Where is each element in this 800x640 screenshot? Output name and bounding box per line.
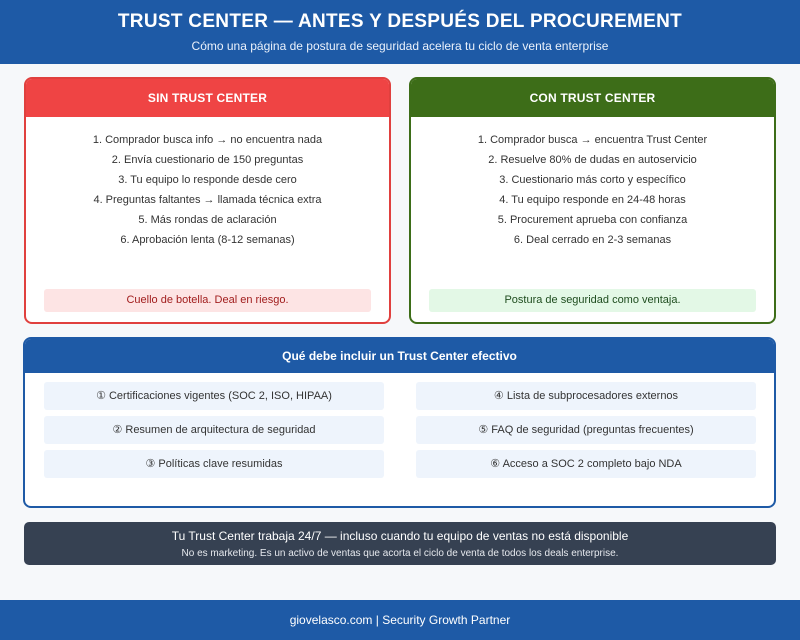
page-title: TRUST CENTER — ANTES Y DESPUÉS DEL PROCUREMENT [117, 11, 683, 32]
page-footer: giovelasco.com | Security Growth Partner [0, 600, 800, 640]
without-step: 4. Preguntas faltantes → llamada técnica extra [93, 194, 322, 206]
without-step: 1. Comprador busca info → no encuentra nada [92, 134, 323, 146]
with-trust-center-card [409, 77, 776, 324]
with-verdict: Postura de seguridad como ventaja. [429, 289, 756, 312]
without-step: 5. Más rondas de aclaración [138, 214, 277, 226]
trust-center-contents-panel [23, 337, 776, 508]
without-verdict: Cuello de botella. Deal en riesgo. [44, 289, 371, 312]
banner-title: Tu Trust Center trabaja 24/7 — incluso cuando tu equipo de ventas no está disponible [171, 529, 629, 543]
with-card-title: CON TRUST CENTER [411, 79, 774, 117]
with-step: 4. Tu equipo responde en 24-48 horas [499, 194, 686, 206]
with-step: 3. Cuestionario más corto y específico [499, 174, 686, 186]
banner-subtitle: No es marketing. Es un activo de ventas que acorta el ciclo de venta de todos los deals enterprise. [181, 548, 619, 559]
without-trust-center-card [24, 77, 391, 324]
with-steps-list [411, 117, 774, 250]
page-subtitle: Cómo una página de postura de seguridad acelera tu ciclo de venta enterprise [191, 39, 609, 53]
contents-item: ③ Políticas clave resumidas [44, 450, 384, 478]
contents-item: ④ Lista de subprocesadores externos [416, 382, 756, 410]
contents-item: ⑥ Acceso a SOC 2 completo bajo NDA [416, 450, 756, 478]
summary-banner [24, 522, 776, 565]
contents-item: ① Certificaciones vigentes (SOC 2, ISO, HIPAA) [44, 382, 384, 410]
contents-panel-title: Qué debe incluir un Trust Center efectivo [25, 339, 774, 373]
without-step: 6. Aprobación lenta (8-12 semanas) [120, 234, 295, 246]
without-step: 2. Envía cuestionario de 150 preguntas [111, 154, 304, 166]
contents-item: ② Resumen de arquitectura de seguridad [44, 416, 384, 444]
without-steps-list [26, 117, 389, 250]
with-step: 1. Comprador busca → encuentra Trust Center [477, 134, 708, 146]
contents-item: ⑤ FAQ de seguridad (preguntas frecuentes) [416, 416, 756, 444]
page-header [0, 0, 800, 64]
with-step: 5. Procurement aprueba con confianza [497, 214, 688, 226]
with-step: 6. Deal cerrado en 2-3 semanas [513, 234, 672, 246]
without-card-title: SIN TRUST CENTER [26, 79, 389, 117]
with-step: 2. Resuelve 80% de dudas en autoservicio [488, 154, 697, 166]
without-step: 3. Tu equipo lo responde desde cero [118, 174, 297, 186]
